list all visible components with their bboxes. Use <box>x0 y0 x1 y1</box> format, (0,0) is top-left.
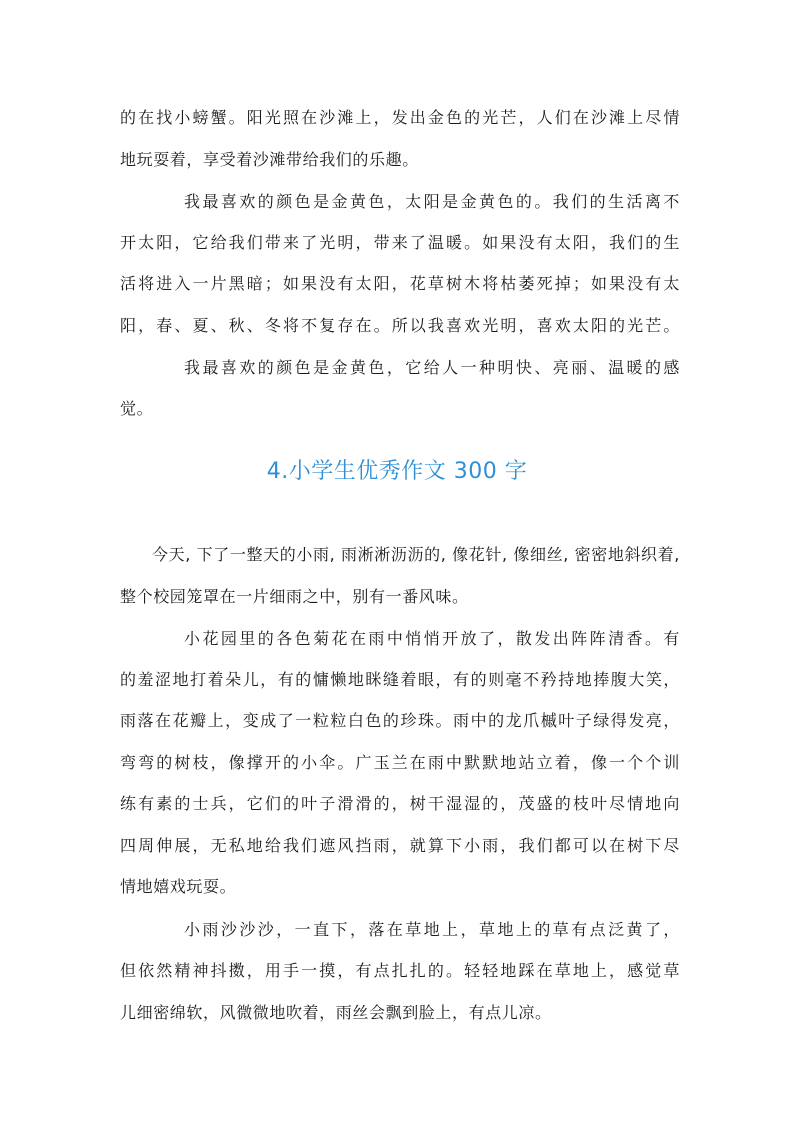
paragraph-line: 整个校园笼罩在一片细雨之中，别有一番风味。 <box>120 587 469 606</box>
paragraph-line: 开太阳，它给我们带来了光明，带来了温暖。如果没有太阳，我们的生 <box>120 233 680 252</box>
section-heading: 4.小学生优秀作文 300 字 <box>266 459 528 484</box>
paragraph-line: 雨落在花瓣上，变成了一粒粒白色的珍珠。雨中的龙爪槭叶子绿得发亮， <box>120 711 680 730</box>
paragraph-line: 地玩耍着，享受着沙滩带给我们的乐趣。 <box>120 150 419 169</box>
paragraph-line: 活将进入一片黑暗；如果没有太阳，花草树木将枯萎死掉；如果没有太 <box>120 274 680 293</box>
paragraph-line: 儿细密绵软，风微微地吹着，雨丝会飘到脸上，有点儿凉。 <box>120 1003 552 1022</box>
paragraph-line: 但依然精神抖擞，用手一摸，有点扎扎的。轻轻地踩在草地上，感觉草 <box>120 961 680 980</box>
paragraph-line: 今天, 下了一整天的小雨, 雨淅淅沥沥的, 像花针, 像细丝, 密密地斜织着, <box>152 545 680 564</box>
paragraph-line: 觉。 <box>120 399 154 418</box>
paragraph-line: 我最喜欢的颜色是金黄色，太阳是金黄色的。我们的生活离不 <box>184 192 680 211</box>
paragraph-line: 的羞涩地打着朵儿，有的慵懒地眯缝着眼，有的则毫不矜持地捧腹大笑， <box>120 670 680 689</box>
paragraph-line: 小花园里的各色菊花在雨中悄悄开放了，散发出阵阵清香。有 <box>184 629 680 648</box>
paragraph-line: 小雨沙沙沙，一直下，落在草地上，草地上的草有点泛黄了， <box>184 920 680 939</box>
paragraph-line: 的在找小螃蟹。阳光照在沙滩上，发出金色的光芒，人们在沙滩上尽情 <box>120 108 680 127</box>
paragraph-line: 四周伸展，无私地给我们遮风挡雨，就算下小雨，我们都可以在树下尽 <box>120 836 680 855</box>
paragraph-line: 阳，春、夏、秋、冬将不复存在。所以我喜欢光明，喜欢太阳的光芒。 <box>120 316 680 335</box>
paragraph-line: 情地嬉戏玩耍。 <box>120 877 237 896</box>
paragraph-line: 我最喜欢的颜色是金黄色，它给人一种明快、亮丽、温暖的感 <box>184 358 680 377</box>
paragraph-line: 弯弯的树枝，像撑开的小伞。广玉兰在雨中默默地站立着，像一个个训 <box>120 753 680 772</box>
paragraph-line: 练有素的士兵，它们的叶子滑滑的，树干湿湿的，茂盛的枝叶尽情地向 <box>120 794 680 813</box>
